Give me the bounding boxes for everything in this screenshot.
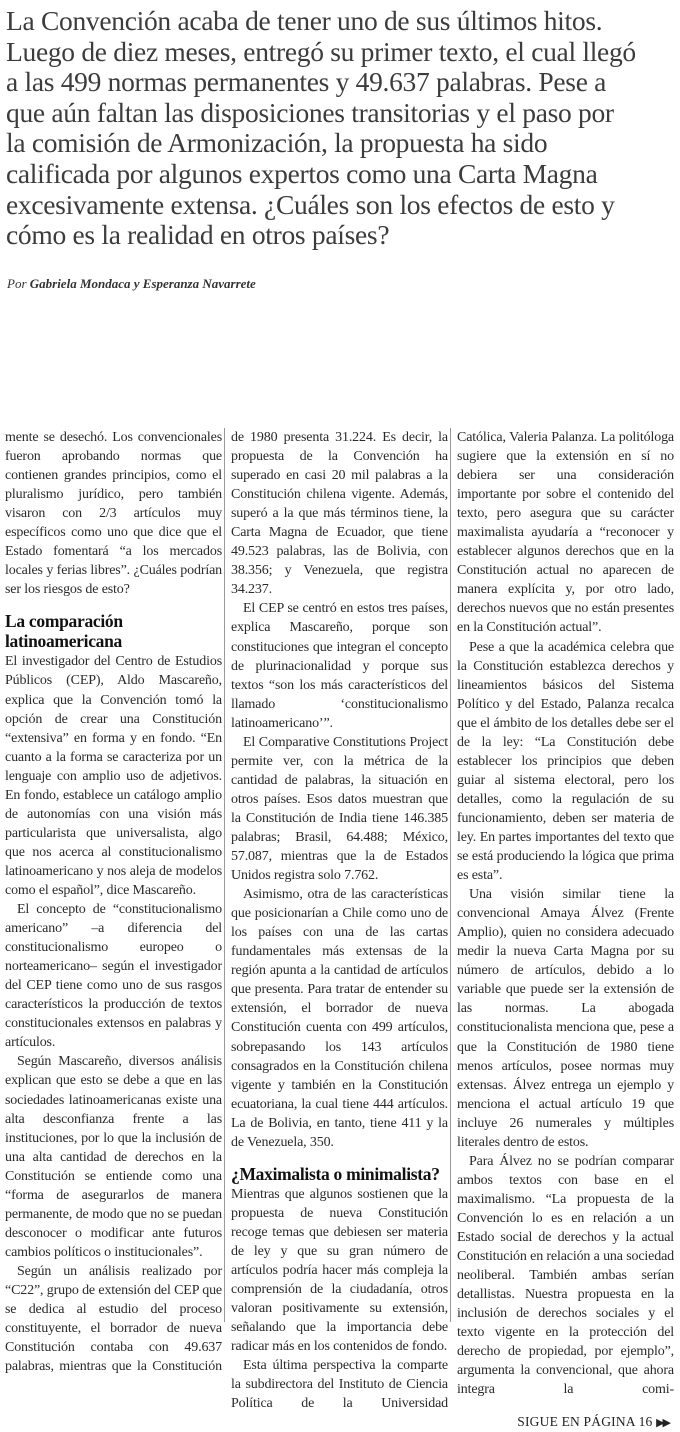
byline: [7, 276, 256, 292]
paragraph: Según Mascareño, diversos análisis explican que esto se debe a que en las sociedades latinoamericanas existe una alta desconfianza frente a las instituciones, por lo que la inclusión de una alta cantidad de derechos en la Constitución se entiende como una “forma de asegurarlos de manera permanente, de modo que no se puedan desconocer o modificar ante futuros cambios políticos o institucionales”.: [5, 1054, 222, 1260]
paragraph: Esta última perspectiva la comparte la subdirectora del Instituto de Ciencia Política de la Universidad: [231, 1358, 448, 1412]
column-3: [457, 428, 674, 1432]
lede-line: excesivamente extensa. ¿Cuáles son los efectos de esto y: [6, 188, 615, 220]
column-divider: [450, 428, 451, 1322]
paragraph: Católica, Valeria Palanza. La politóloga sugiere que la extensión en sí no debiera ser una consideración importante por sobre el contenido del texto, pero asegura que su carácter maximalista ayudaría a “reconocer y establecer algunos derechos que en la Constitución actual no aparecen de manera explícita y, por otro lado, derechos nuevos que no están presentes en la Constitución actual”.: [457, 430, 674, 636]
continued-label: SIGUE EN PÁGINA 16: [517, 1414, 653, 1430]
paragraph: El Comparative Constitutions Project permite ver, con la métrica de la cantidad de palabras, la situación en otros países. Esos datos muestran que la Constitución de India tiene 146.385 palabras; Brasil, 64.488; México, 57.087, mientras que la de Estados Unidos registra solo 7.762.: [231, 734, 448, 884]
lede-line: a las 499 normas permanentes y 49.637 palabras. Pese a: [6, 66, 607, 98]
lede-line: calificada por algunos expertos como una Carta Magna: [6, 157, 598, 189]
paragraph: El CEP se centró en estos tres países, explica Mascareño, porque son constituciones que integran el concepto de plurinacionalidad y porque sus textos “son los más característicos del llamado ‘constitucionalismo latinoamericano’”.: [231, 601, 448, 731]
byline-authors: Gabriela Mondaca y Esperanza Navarrete: [29, 276, 256, 291]
column-1: [5, 428, 222, 1376]
paragraph: Para Álvez no se podrían comparar ambos textos con base en el maximalismo. “La propuesta de la Convención lo es en relación a un Estado social de derechos y la actual Constitución en relación a una sociedad neoliberal. También ambas serían detallistas. Nuestra propuesta en la inclusión de derechos sociales y el texto vigente en la protección del derecho de propiedad, por ejemplo”, argumenta la convencional, que ahora integra la comi-: [457, 1153, 674, 1398]
subheading: ¿Maximalista o minimalista?: [231, 1163, 440, 1184]
lede-line: que aún faltan las disposiciones transitorias y el paso por: [6, 96, 614, 128]
lede-line: Luego de diez meses, entregó su primer texto, el cual llegó: [6, 35, 636, 67]
lede-line: cómo es la realidad en otros países?: [6, 219, 390, 251]
byline-prefix: Por: [7, 276, 27, 291]
subheading: La comparación latinoamericana: [5, 611, 123, 652]
paragraph: Asimismo, otra de las características que posicionarían a Chile como uno de los países con una de las cartas fundamentales más extensas de la región apunta a la cantidad de artículos que presenta. Para tratar de entender su extensión, el borrador de nueva Constitución cuenta con 499 artículos, sobrepasando los 143 artículos consagrados en la Constitución chilena vigente y también en la Constitución ecuatoriana, la cual tiene 444 artículos. La de Bolivia, en tanto, tiene 411 y la de Venezuela, 350.: [231, 887, 448, 1150]
lede-line: la comisión de Armonización, la propuesta ha sido: [6, 127, 548, 159]
paragraph: El investigador del Centro de Estudios Públicos (CEP), Aldo Mascareño, explica que la Convención tomó la opción de crear una Constitución “extensiva” en forma y en fondo. “En cuanto a la forma se caracteriza por un lenguaje con amplio uso de adjetivos. En fondo, establece un catálogo amplio de autonomías con una visión más particularista que universalista, algo que nos acerca al constitucionalismo latinoamericano y nos aleja de modelos como el español”, dice Mascareño.: [5, 654, 222, 898]
double-arrow-right-icon: ▶▶: [656, 1417, 669, 1430]
continued-on-page-link[interactable]: [457, 1413, 674, 1432]
paragraph: Pese a que la académica celebra que la Constitución establezca derechos y lineamientos básicos del Sistema Político y del Estado, Palanza recalca que el ámbito de los detalles debe ser el de la ley: “La Constitución debe establecer los principios que deben guiar al sistema electoral, pero los detalles, como la regulación de su funcionamiento, deben ser materia de ley. En partes importantes del texto que se está produciendo la lógica que prima es esta”.: [457, 639, 674, 884]
paragraph: Una visión similar tiene la convencional Amaya Álvez (Frente Amplio), quien no considera adecuado medir la nueva Carta Magna por su número de artículos, debido a lo variable que puede ser la extensión de las normas. La abogada constitucionalista menciona que, pese a que la Constitución de 1980 tiene menos artículos, posee normas muy extensas. Álvez entrega un ejemplo y menciona el actual artículo 19 que incluye 26 numerales y múltiples literales dentro de estos.: [457, 887, 674, 1150]
lede-line: La Convención acaba de tener uno de sus últimos hitos.: [6, 5, 603, 36]
column-2: [231, 428, 448, 1413]
paragraph: mente se desechó. Los convencionales fueron aprobando normas que contienen grandes principios, como el pluralismo jurídico, pero también visaron con 2/3 artículos muy específicos como uno que dice que el Estado fomentará “a los mercados locales y ferias libres”. ¿Cuáles podrían ser los riesgos de esto?: [5, 430, 222, 598]
paragraph: de 1980 presenta 31.224. Es decir, la propuesta de la Convención ha superado en casi 20 mil palabras a la Constitución chilena vigente. Además, superó a la que más términos tiene, la Carta Magna de Ecuador, que tiene 49.523 palabras, las de Bolivia, con 38.356; y Venezuela, que registra 34.237.: [231, 430, 448, 598]
paragraph: Mientras que algunos sostienen que la propuesta de nueva Constitución recoge temas que debiesen ser materia de ley y que su gran número de artículos podría hacer más compleja la comprensión de la ciudadanía, otros valoran positivamente su extensión, señalando que la importancia debe radicar más en los contenidos de fondo.: [231, 1186, 448, 1355]
lede: [6, 6, 678, 251]
paragraph: Según un análisis realizado por “C22”, grupo de extensión del CEP que se dedica al estudio del proceso constituyente, el borrador de nueva Constitución contaba con 49.637 palabras, mientras que la Constitución: [5, 1263, 222, 1375]
column-divider: [224, 428, 225, 1322]
paragraph: El concepto de “constitucionalismo americano” –a diferencia del constitucionalismo europeo o norteamericano– según el investigador del CEP tiene como uno de sus rasgos característicos la producción de textos constitucionales extensos en palabras y artículos.: [5, 902, 222, 1051]
